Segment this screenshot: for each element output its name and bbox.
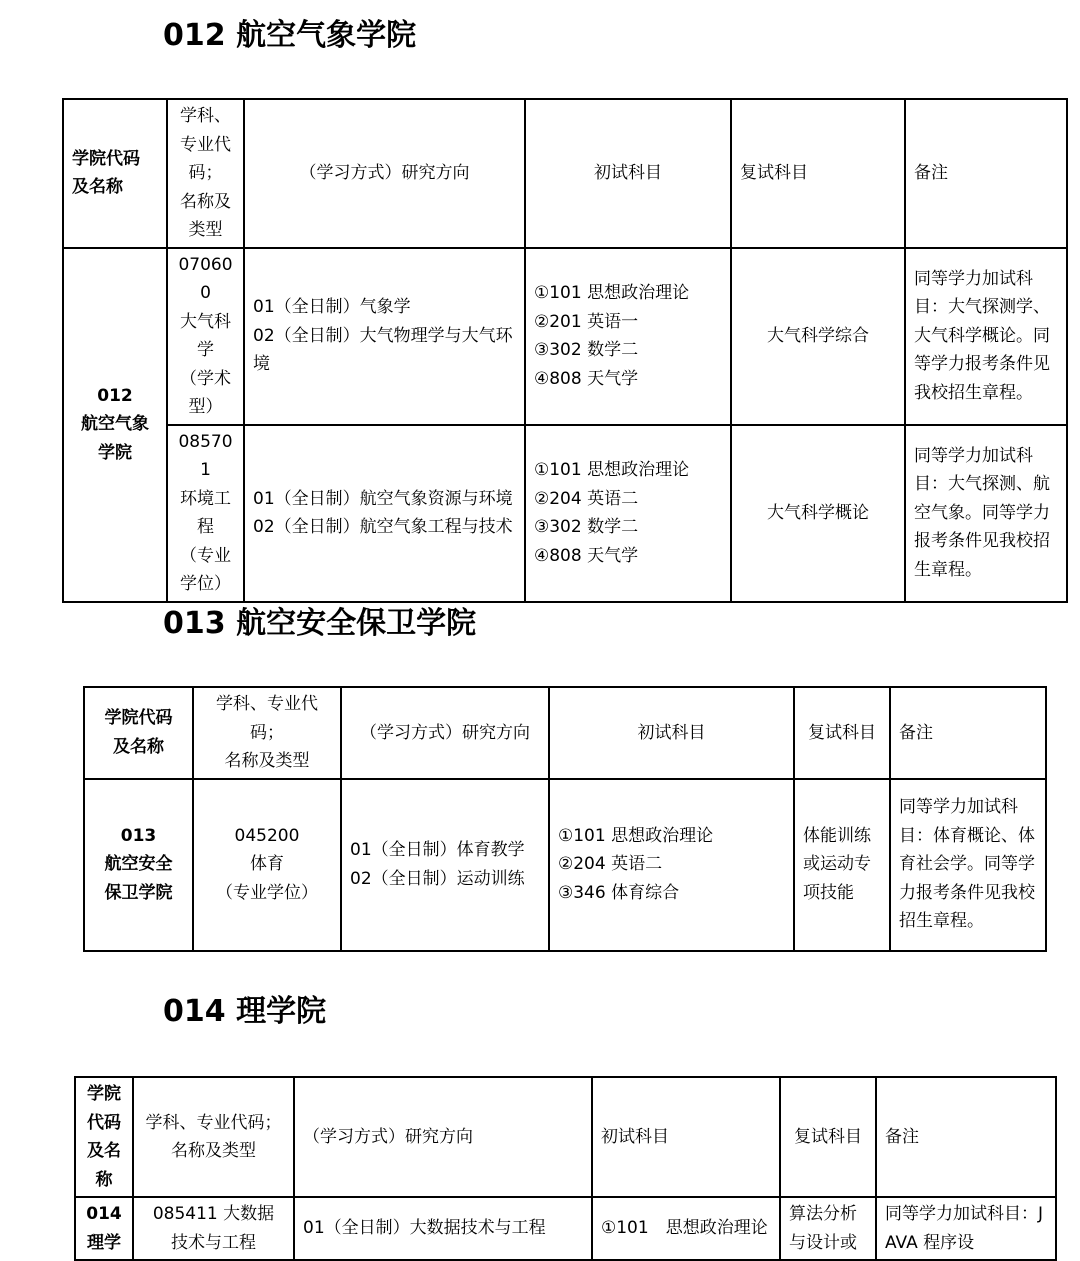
retest-cell: 大气科学概论: [731, 425, 905, 602]
notes-cell: 同等学力加试科目：大气探测学、大气科学概论。同等学力报考条件见我校招生章程。: [905, 248, 1067, 425]
header-notes: 备注: [905, 99, 1067, 248]
header-major: 学科、专业代码； 名称及类型: [133, 1077, 294, 1197]
direction-cell: 01（全日制）航空气象资源与环境 02（全日制）航空气象工程与技术: [244, 425, 525, 602]
table-012: [62, 98, 1068, 603]
table-014: [74, 1076, 1057, 1261]
notes-cell: 同等学力加试科目：体育概论、体育社会学。同等学力报考条件见我校招生章程。: [890, 779, 1046, 951]
table-header-row: [63, 99, 1067, 248]
major-cell: 085701 环境工 程 （专业 学位）: [167, 425, 244, 602]
header-college: 学院 代码 及名 称: [75, 1077, 133, 1197]
college-cell: 013 航空安全 保卫学院: [84, 779, 193, 951]
section-title-012: 012 航空气象学院: [163, 18, 417, 53]
retest-cell: 体能训练或运动专项技能: [794, 779, 890, 951]
header-direction: （学习方式）研究方向: [341, 687, 549, 779]
direction-cell: 01（全日制）体育教学 02（全日制）运动训练: [341, 779, 549, 951]
direction-cell: 01（全日制）气象学 02（全日制）大气物理学与大气环境: [244, 248, 525, 425]
header-retest: 复试科目: [794, 687, 890, 779]
table-header-row: [84, 687, 1046, 779]
header-exam: 初试科目: [525, 99, 731, 248]
table-013: [83, 686, 1047, 952]
header-retest: 复试科目: [780, 1077, 876, 1197]
table-row: [63, 248, 1067, 425]
section-title-013: 013 航空安全保卫学院: [163, 606, 477, 641]
header-exam: 初试科目: [592, 1077, 780, 1197]
header-exam: 初试科目: [549, 687, 794, 779]
table-row: [84, 779, 1046, 951]
header-notes: 备注: [876, 1077, 1056, 1197]
direction-cell: 01（全日制）大数据技术与工程: [294, 1197, 592, 1260]
header-college: 学院代码 及名称: [84, 687, 193, 779]
exam-cell: ①101 思想政治理论 ②204 英语二 ③302 数学二 ④808 天气学: [525, 425, 731, 602]
retest-cell: 大气科学综合: [731, 248, 905, 425]
header-retest: 复试科目: [731, 99, 905, 248]
major-cell: 085411 大数据 技术与工程: [133, 1197, 294, 1260]
major-cell: 070600 大气科 学 （学术 型）: [167, 248, 244, 425]
table-row: [75, 1197, 1056, 1260]
exam-cell: ①101 思想政治理论 ②204 英语二 ③346 体育综合: [549, 779, 794, 951]
header-major: 学科、 专业代 码； 名称及 类型: [167, 99, 244, 248]
college-cell: 012 航空气象 学院: [63, 248, 167, 602]
table-header-row: [75, 1077, 1056, 1197]
notes-cell: 同等学力加试科目：JAVA 程序设: [876, 1197, 1056, 1260]
exam-cell: ①101 思想政治理论: [592, 1197, 780, 1260]
college-cell: 014 理学: [75, 1197, 133, 1260]
header-notes: 备注: [890, 687, 1046, 779]
header-college: 学院代码 及名称: [63, 99, 167, 248]
notes-cell: 同等学力加试科目：大气探测、航空气象。同等学力报考条件见我校招生章程。: [905, 425, 1067, 602]
header-direction: （学习方式）研究方向: [294, 1077, 592, 1197]
header-direction: （学习方式）研究方向: [244, 99, 525, 248]
header-major: 学科、专业代 码； 名称及类型: [193, 687, 341, 779]
section-title-014: 014 理学院: [163, 994, 327, 1029]
major-cell: 045200 体育 （专业学位）: [193, 779, 341, 951]
exam-cell: ①101 思想政治理论 ②201 英语一 ③302 数学二 ④808 天气学: [525, 248, 731, 425]
retest-cell: 算法分析与设计或: [780, 1197, 876, 1260]
table-row: [63, 425, 1067, 602]
